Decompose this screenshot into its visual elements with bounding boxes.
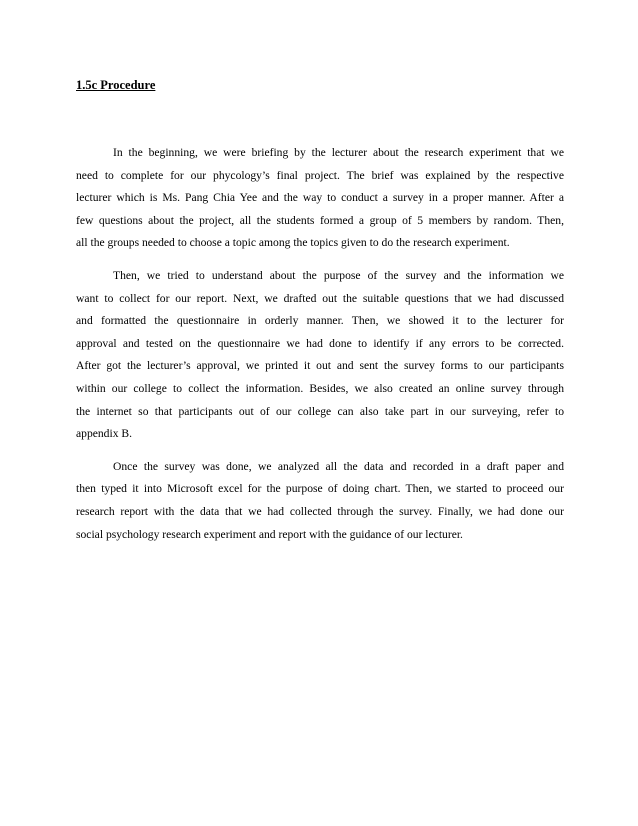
paragraph-line: After got the lecturer’s approval, we printed it out and sent the survey forms to our participants <box>76 359 564 373</box>
paragraph-line: then typed it into Microsoft excel for the purpose of doing chart. Then, we started to proceed our <box>76 482 564 496</box>
section-heading: 1.5c Procedure <box>76 78 156 92</box>
paragraph-line: few questions about the project, all the students formed a group of 5 members by random. Then, <box>76 213 564 227</box>
paragraph-line: want to collect for our report. Next, we drafted out the suitable questions that we had discussed <box>76 291 564 305</box>
paragraph-line: Then, we tried to understand about the purpose of the survey and the information we <box>113 268 564 282</box>
paragraph-line: appendix B. <box>76 427 133 441</box>
paragraph-line: social psychology research experiment and report with the guidance of our lecturer. <box>76 527 463 541</box>
paragraph-3 <box>76 456 564 546</box>
paragraph-line: research report with the data that we had collected through the survey. Finally, we had done our <box>76 504 564 518</box>
paragraph-line: In the beginning, we were briefing by the lecturer about the research experiment that we <box>113 146 564 159</box>
paragraph-line: approval and tested on the questionnaire we had done to identify if any errors to be corrected. <box>76 336 564 350</box>
document-body <box>76 142 564 556</box>
paragraph-line: within our college to collect the information. Besides, we also created an online survey through <box>76 381 564 395</box>
paragraph-2 <box>76 265 564 446</box>
paragraph-line: the internet so that participants out of our college can also take part in our surveying, refer to <box>76 404 564 418</box>
paragraph-line: need to complete for our phycology’s final project. The brief was explained by the respective <box>76 168 564 182</box>
paragraph-line: Once the survey was done, we analyzed all the data and recorded in a draft paper and <box>113 459 564 473</box>
paragraph-line: and formatted the questionnaire in orderly manner. Then, we showed it to the lecturer for <box>76 314 564 328</box>
paragraph-line: lecturer which is Ms. Pang Chia Yee and the way to conduct a survey in a proper manner. After a <box>76 191 564 205</box>
paragraph-1 <box>76 142 564 255</box>
paragraph-line: all the groups needed to choose a topic among the topics given to do the research experiment. <box>76 236 510 250</box>
